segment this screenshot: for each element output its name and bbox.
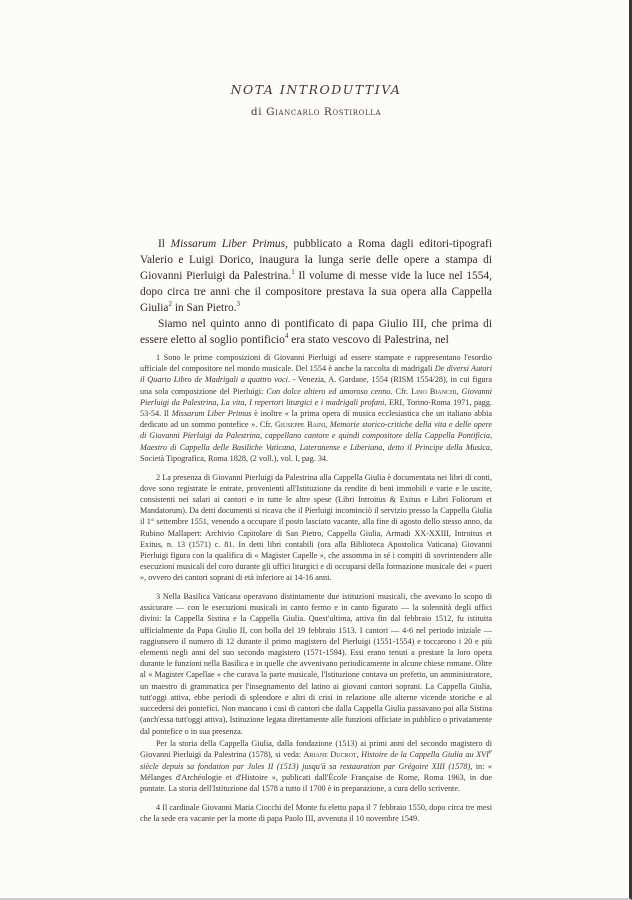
text-run: è inoltre « la prima opera di musica ecclesiastica che un italiano abbia dedicato ad un sommo pontefice ». Cfr.: [140, 409, 493, 430]
paragraph-2: [140, 316, 492, 348]
footnote-3-continued: [140, 738, 492, 794]
footnote-2: 2 La presenza di Giovanni Pierluigi da Palestrina alla Cappella Giulia è documentata nei libri di conti, dove sono registrate le entrate, provenienti all'Istituzione da rendite di beni immobili e varie e le uscite, consistenti nei salari ai cantori e in tutte le altre spese (Libri Introitus & Exitus e Libri Foliorum et Mandatorum). Da detti documenti si ricava che il Pierluigi incominciò il servizio presso la Cappella Giulia il 1° settembre 1551, venendo a occupare il posto lasciato vacante, alla fine di agosto dello stesso anno, da Rubino Mallapert: Archivio Capitolare di San Pietro, Cappella Giulia, Armadi XX-XXIII, Introitus et Exitus, n. 13 (1571) c. 81. In detti libri contabili (ora alla Biblioteca Apostolica Vaticana) Giovanni Pierluigi figura con la qualifica di « Magister Capelle », che assomma in sé i compiti di sovrintendere alle esecuzioni musicali del coro durante gli uffici liturgici e di occuparsi della formazione musicale dei « pueri », ovvero dei cantori soprani di età inferiore ai 14-16 anni.: [140, 472, 492, 583]
text-run: . Cfr.: [390, 386, 412, 396]
text-run: De diversi Autori il Quarto Libro de Madrigali a quattro voci: [140, 364, 492, 385]
text-run: . - Venezia, A. Gardane, 1554 (RISM 1554/28), in cui figura una sola composizione del Pierluigi:: [140, 375, 492, 396]
text-run: Il volume di messe vide la luce nel 1554, dopo circa tre anni che il compositore prestava la sua opera alla Cappella Giulia: [140, 270, 492, 314]
footnotes: [140, 352, 492, 826]
text-run: Missarum Liber Primus: [171, 409, 252, 419]
text-run: , in: « Mélanges d'Archéologie et d'Histoire », publicati dall'École Française de Rome, Roma 1963, in due puntate. La storia dell'Istituzione dal 1578 a tutto il 1700 è in preparazione, a cura dello scrivente.: [140, 761, 492, 794]
text-run: 1 Sono le prime composizioni di Giovanni Pierluigi ad essere stampate e rappresentano l'esordio ufficiale del compositore nel mondo musicale. Del 1554 è anche la raccolta di madrigali: [140, 353, 492, 374]
text-run: Giovanni Pierluigi da Palestrina, La vita, I repertori liturgici e i madrigali profani: [140, 386, 493, 407]
text-run: Per la storia della Cappella Giulia, dalla fondazione (1513) ai primi anni del secondo magistero di Giovanni Pierluigi da Palestrina (1578), si veda:: [140, 739, 492, 760]
text-run: Siamo nel quinto anno di pontificato di papa Giulio III, che prima di essere eletto al soglio pontificio: [140, 318, 492, 346]
text-run: Ariane Ducrot: [303, 750, 357, 760]
text-run: e: [488, 747, 492, 756]
footnote-4: 4 Il cardinale Giovanni Maria Ciocchi del Monte fu eletto papa il 7 febbraio 1550, dopo circa tre mesi che la sede era vacante per la morte di papa Paolo III, avvenuta il 10 novembre 1549.: [140, 802, 492, 823]
text-run: siècle depuis sa fondation par Jules II (1513) jusqu'à sa restauration par Grégoire XIII (1578): [140, 761, 471, 771]
footnote-1: [140, 352, 492, 464]
footnote-ref-2[interactable]: 2: [168, 300, 172, 309]
author-name: Giancarlo Rostirolla: [266, 106, 382, 118]
footnote-ref-3[interactable]: 3: [236, 300, 241, 309]
text-run: , ERI, Torino-Roma 1971, pagg. 53-54. Il: [140, 397, 492, 419]
text-run: ,: [456, 386, 462, 396]
author-line: [0, 106, 632, 118]
footnote-ref-4[interactable]: 4: [284, 332, 289, 341]
footnote-3: 3 Nella Basilica Vaticana operavano distintamente due istituzioni musicali, che avevano lo scopo di assicurare — con le esecuzioni musicali in canto fermo e in canto figurato — la solennità degli uffici divini: la Cappella Sistina e la Cappella Giulia. Quest'ultima, attiva fin dal febbraio 1512, fu istituita ufficialmente da Papa Giulio II, con bolla del 19 febbraio 1513. I cantori — 4-6 nel periodo iniziale — raggiunsero il numero di 12 durante il primo magistero del Pierluigi (1551-1554) e toccarono i 20 e più elementi negli anni del suo secondo magistero (1571-1594). Essi erano tenuti a prestare la loro opera durante le funzioni nella Basilica e in quelle che avvenivano periodicamente in alcune chiese romane. Oltre al « Magister Capellae » che curava la parte musicale, l'Istituzione contava un prefetto, un amministratore, un maestro di grammatica per l'insegnamento del latino ai giovani cantori soprani. La Cappella Giulia, tutt'oggi attiva, ebbe periodi di splendore e altri di crisi in relazione alle alterne vicende storiche e al succedersi dei pontefici. Non mancano i casi di cantori che dalla Cappella Giulia passavano poi alla Sistina (anch'essa tutt'oggi attiva), Istituzione legata direttamente alle funzioni officiate in pubblico o privatamente dal pontefice o in sua presenza.: [140, 592, 492, 736]
text-run: Il: [158, 238, 171, 250]
text-run: Histoire de la Cappella Giulia au XVI: [361, 750, 489, 760]
paragraph-1: [140, 236, 492, 316]
text-run: era stato vescovo di Palestrina, nel: [288, 334, 449, 346]
text-run: ,: [356, 750, 362, 760]
text-run: in San Pietro.: [171, 302, 237, 314]
text-run: , Società Tipografica, Roma 1828, (2 voll.), vol. I, pag. 34.: [140, 442, 492, 463]
text-run: Missarum Liber Primus: [170, 238, 286, 250]
text-run: , pubblicato a Roma dagli editori-tipografi Valerio e Luigi Dorico, inaugura la lunga serie delle opere a stampa di Giovanni Pierluigi da Palestrina.: [140, 238, 492, 282]
text-run: Giuseppe Baini: [274, 420, 326, 430]
text-run: Lino Bianchi: [411, 386, 457, 396]
text-run: ,: [325, 420, 330, 430]
page-title: NOTA INTRODUTTIVA: [230, 82, 402, 97]
text-run: Memorie storico-critiche della vita e delle opere di Giovanni Pierluigi da Palestrina, cappellano cantore e quindi compositore della Cappella Pontificia, Maestro di Cappella delle Basiliche Vaticana, Lateranense e Liberiana, detto il Principe della Musica: [140, 420, 492, 452]
text-run: Con dolce altiero ed amoroso cenno: [266, 386, 391, 396]
footnote-ref-1[interactable]: 1: [291, 268, 295, 277]
main-text: [140, 236, 492, 348]
author-prefix: di: [250, 106, 263, 118]
